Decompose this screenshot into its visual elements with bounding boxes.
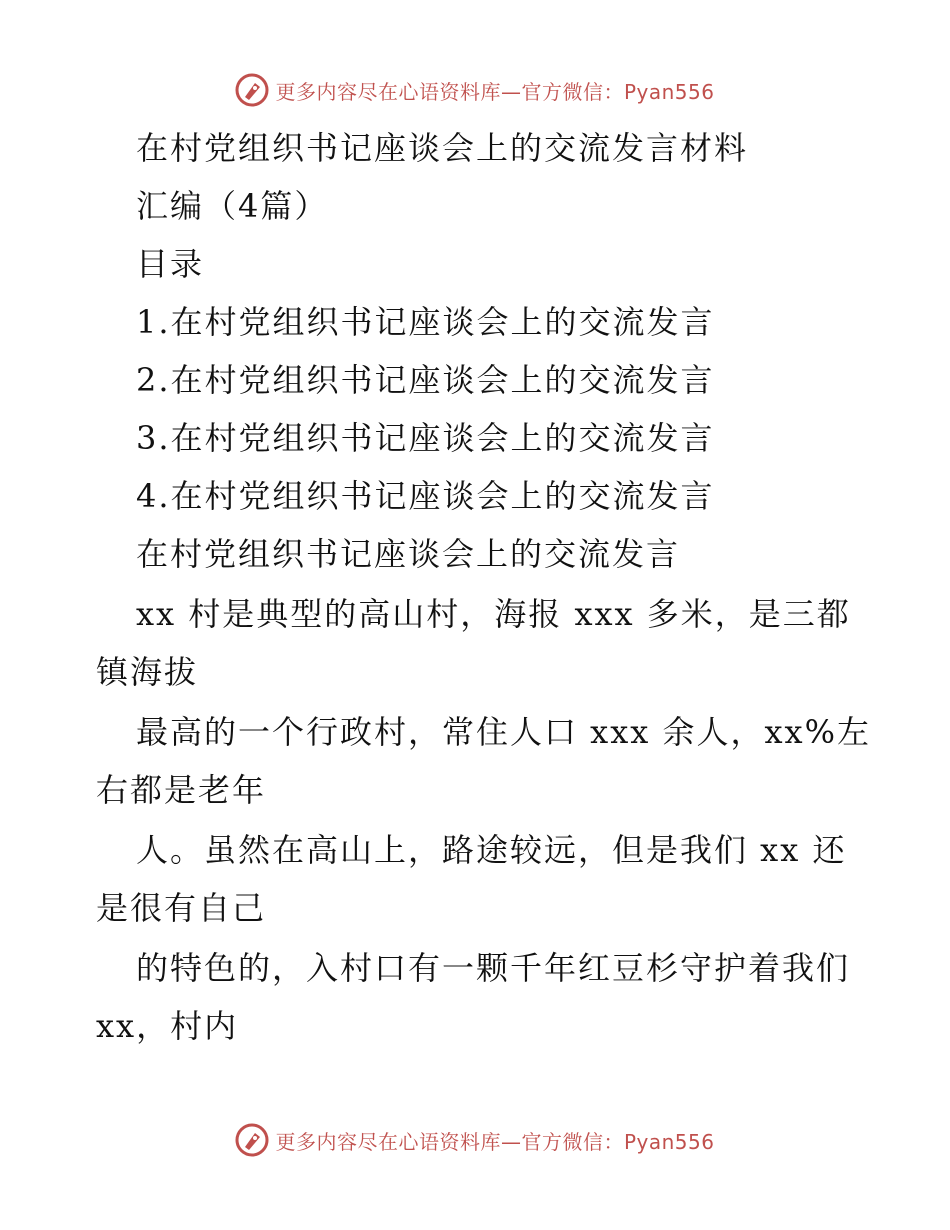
header-banner bbox=[0, 72, 950, 108]
body-line: 是很有自己 bbox=[96, 889, 267, 927]
toc-item: 3.在村党组织书记座谈会上的交流发言 bbox=[136, 419, 715, 457]
body-line: xx，村内 bbox=[96, 1007, 239, 1045]
body-line: 最高的一个行政村，常住人口 xxx 余人，xx%左 bbox=[136, 713, 871, 751]
section-heading: 在村党组织书记座谈会上的交流发言 bbox=[136, 535, 681, 573]
body-line: 镇海拔 bbox=[96, 653, 199, 691]
toc-heading: 目录 bbox=[136, 245, 205, 283]
body-line: 右都是老年 bbox=[96, 771, 267, 809]
body-line: xx 村是典型的高山村，海报 xxx 多米，是三都 bbox=[136, 595, 851, 633]
pen-nib-icon bbox=[235, 73, 269, 107]
banner-text: 更多内容尽在心语资料库—官方微信：Pyan556 bbox=[275, 79, 715, 104]
footer-banner bbox=[0, 1122, 950, 1158]
document-title-line-2: 汇编（4篇） bbox=[136, 187, 329, 225]
toc-item: 1.在村党组织书记座谈会上的交流发言 bbox=[136, 303, 715, 341]
document-title-line-1: 在村党组织书记座谈会上的交流发言材料 bbox=[136, 129, 749, 167]
toc-item: 2.在村党组织书记座谈会上的交流发言 bbox=[136, 361, 715, 399]
body-line: 的特色的，入村口有一颗千年红豆杉守护着我们 bbox=[136, 949, 851, 987]
toc-item: 4.在村党组织书记座谈会上的交流发言 bbox=[136, 477, 715, 515]
body-line: 人。虽然在高山上，路途较远，但是我们 xx 还 bbox=[136, 831, 847, 869]
pen-nib-icon bbox=[235, 1123, 269, 1157]
banner-text: 更多内容尽在心语资料库—官方微信：Pyan556 bbox=[275, 1129, 715, 1154]
